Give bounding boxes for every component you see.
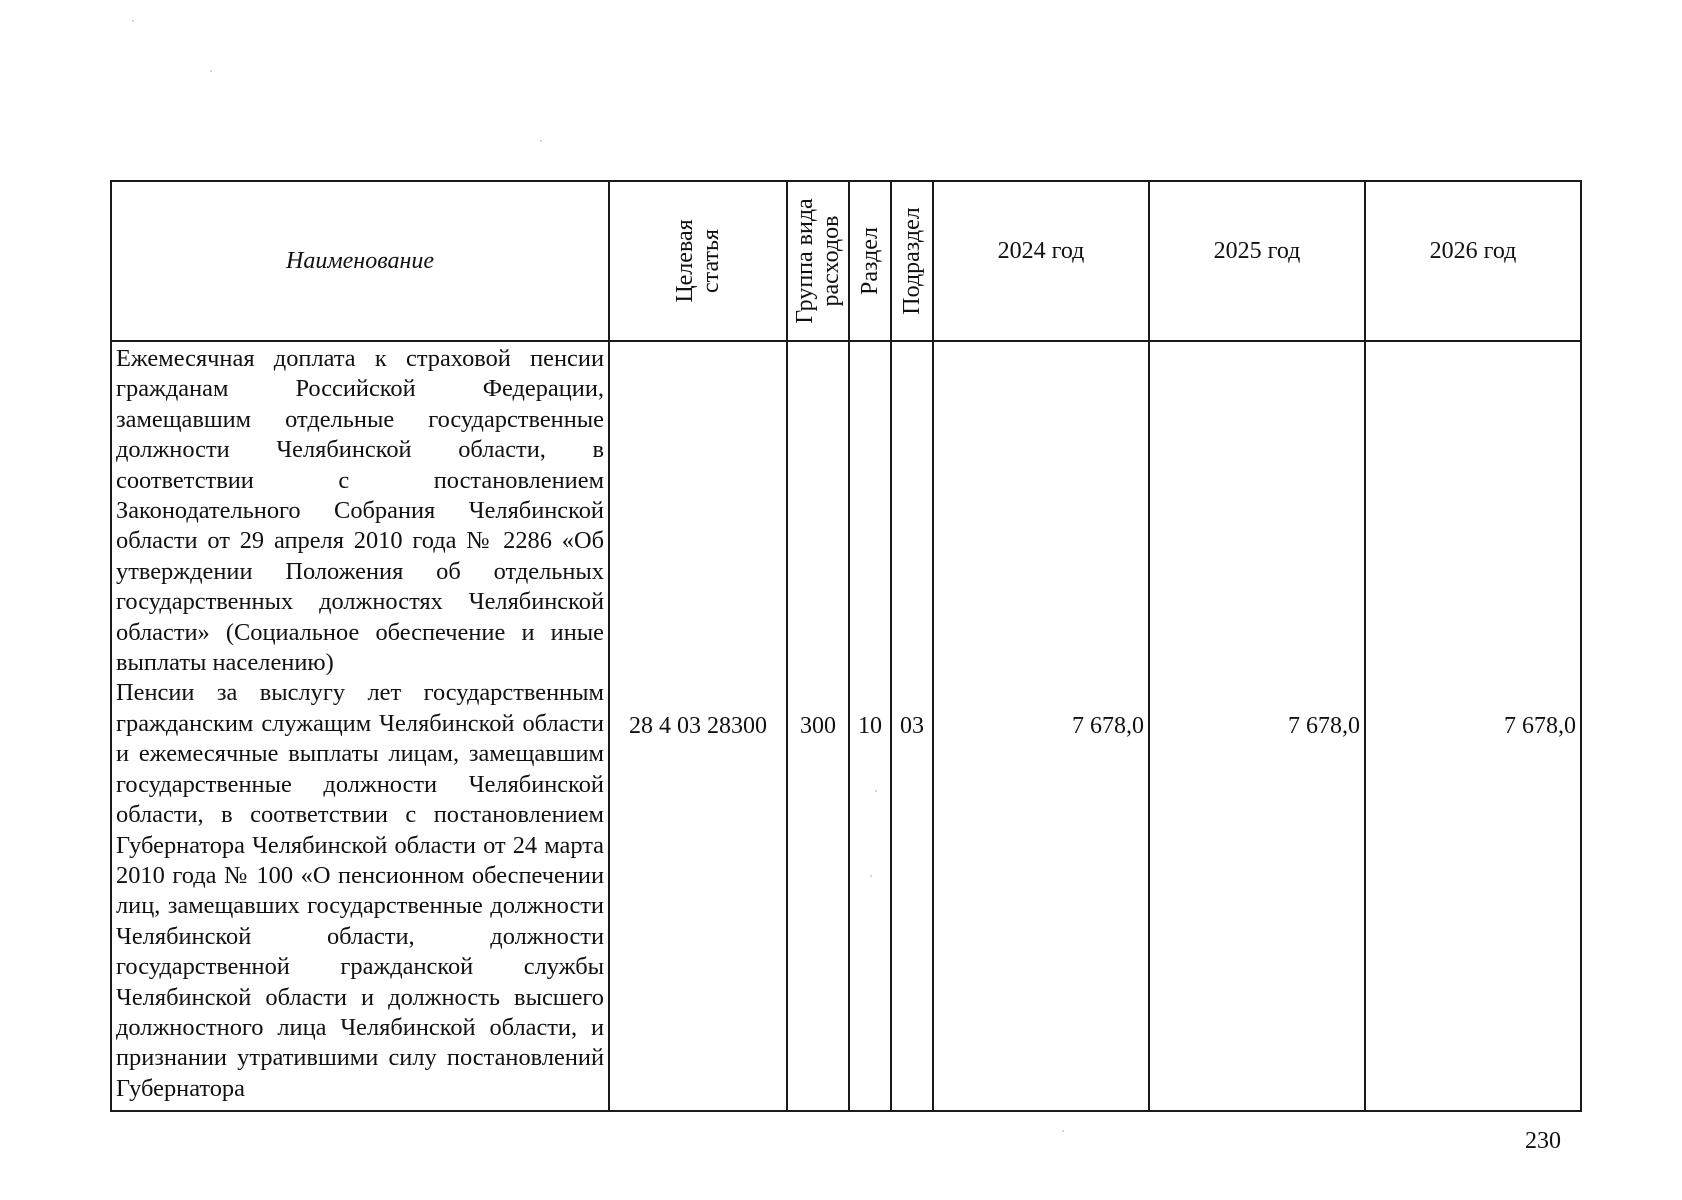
cell-amount-2025: 7 678,0 [1149,341,1365,1111]
header-subsection [891,181,933,341]
scan-speck [540,140,542,142]
header-subsection-label: Подраздел [899,207,925,315]
header-target-article-label: Целевая статья [672,219,724,303]
header-name: Наименование [111,181,609,341]
row-description [111,341,609,1111]
budget-table [110,180,1582,1112]
header-year-2025: 2025 год [1149,181,1365,341]
header-target-article [609,181,787,341]
scan-speck [132,20,134,22]
cell-amount-2026: 7 678,0 [1365,341,1581,1111]
header-expense-group-label: Группа вида расходов [792,198,844,324]
header-year-2026: 2026 год [1365,181,1581,341]
header-year-2024: 2024 год [933,181,1149,341]
header-section [849,181,891,341]
cell-section: 10 [849,341,891,1111]
cell-amount-2024: 7 678,0 [933,341,1149,1111]
header-section-label: Раздел [857,227,883,295]
cell-subsection: 03 [891,341,933,1111]
cell-expense-group: 300 [787,341,849,1111]
scan-speck [1062,1130,1064,1132]
cell-target-article: 28 4 03 28300 [609,341,787,1111]
description-paragraph-1: Ежемесячная доплата к страховой пенсии гражданам Российской Федерации, замещавшим отдельные государственные должности Челябинской области, в соответствии с постановлением Законодательного Собрания Челябинской области от 29 апреля 2010 года № 2286 «Об утверждении Положения об отдельных государственных должностях Челябинской области» (Социальное обеспечение и иные выплаты населению) [116,345,604,677]
header-expense-group [787,181,849,341]
scan-speck [210,70,212,72]
table-row [111,341,1581,1111]
table-header-row [111,181,1581,341]
description-paragraph-2: Пенсии за выслугу лет государственным гражданским служащим Челябинской области и ежемесячные выплаты лицам, замещавшим государственные должности Челябинской области, в соответствии с постановлением Губернатора Челябинской области от 24 марта 2010 года № 100 «О пенсионном обеспечении лиц, замещавших государственные должности Челябинской области, должности государственной гражданской службы Челябинской области и должность высшего должностного лица Челябинской области, и признании утратившими силу постановлений Губернатора [116,679,604,1102]
page-number: 230 [1525,1128,1561,1154]
